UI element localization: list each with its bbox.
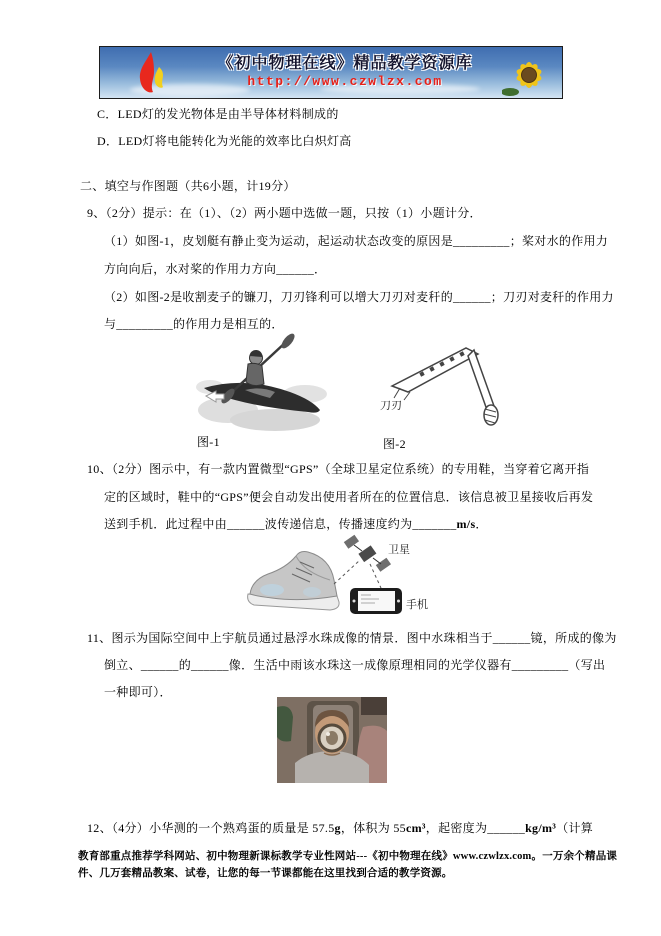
- q9-part2-line1: （2）如图-2是收割麦子的镰刀，刀刃锋利可以增大刀刃对麦秆的______；刀刃对麦秆的作用力: [104, 290, 614, 304]
- q12-density-unit: kg/m³: [525, 821, 557, 835]
- option-d: D．LED灯将电能转化为光能的效率比白炽灯高: [97, 134, 352, 148]
- q10-line-3-period: ．: [475, 517, 488, 531]
- sunflower-icon: [502, 52, 550, 98]
- q12-mass-unit: g: [334, 821, 341, 835]
- q9-part1-line1: （1）如图-1，皮划艇有静止变为运动，起运动状态改变的原因是_________；桨对水的作用力: [104, 234, 609, 248]
- q9-part1-line2: 方向向后，水对桨的作用力方向______．: [104, 262, 327, 276]
- q9-stem: 9、（2分）提示：在（1）、（2）两小题中选做一题，只按（1）小题计分．: [87, 206, 482, 220]
- figure-gps-shoe: [242, 532, 434, 628]
- q11-line-3: 一种即可）．: [104, 685, 172, 699]
- q11-line-2: 倒立、______的______像．生活中雨该水珠这一成像原理相同的光学仪器有_________（写出: [104, 658, 606, 672]
- figure-2-sickle: [378, 336, 506, 432]
- q10-line-1: 10、（2分）图示中，有一款内置微型“GPS”（全球卫星定位系统）的专用鞋，当穿着它离开指: [87, 462, 590, 476]
- site-logo-flame-icon: [134, 51, 170, 97]
- banner-url[interactable]: http://www.czwlzx.com: [247, 74, 443, 89]
- banner-text-block: [200, 50, 490, 89]
- q11-line-1: 11、图示为国际空间中上宇航员通过悬浮水珠成像的情景．图中水珠相当于______镜，所成的像为: [87, 631, 617, 645]
- q10-line-2: 定的区域时，鞋中的“GPS”便会自动发出使用者所在的位置信息．该信息被卫星接收后再发: [104, 490, 594, 504]
- phone-label: 手机: [406, 599, 428, 611]
- footer-line-2: 件、几万套精品教案、试卷，让您的每一节课都能在这里找到合适的教学资源。: [78, 868, 453, 879]
- q12-line-1: [87, 820, 593, 836]
- q12-text-2: ，体积为 55: [340, 821, 406, 835]
- option-c: C．LED灯的发光物体是由半导体材料制成的: [97, 107, 339, 121]
- satellite-icon: [344, 535, 391, 572]
- q12-text-1: 12、（4分）小华测的一个熟鸡蛋的质量是 57.5: [87, 821, 335, 835]
- figure-1-kayak: [190, 332, 338, 434]
- phone-icon: [350, 588, 402, 614]
- banner-title: 《初中物理在线》精品教学资源库: [217, 55, 473, 72]
- footer-line-1: 教育部重点推荐学科网站、初中物理新课标教学专业性网站---《初中物理在线》www.czwlzx.com。一万余个精品课: [78, 851, 618, 862]
- q10-line-3: [104, 516, 488, 532]
- q12-text-3: ，起密度为______: [425, 821, 526, 835]
- section-heading: 二、填空与作图题（共6小题，计19分）: [80, 179, 296, 193]
- figure-2-caption: 图-2: [383, 437, 406, 451]
- figure-astronaut-photo: [277, 697, 387, 783]
- site-banner: [99, 46, 563, 99]
- satellite-label: 卫星: [388, 544, 410, 556]
- q12-text-4: （计算: [556, 821, 594, 835]
- blade-label: 刀刃: [380, 400, 402, 412]
- figure-1-caption: 图-1: [197, 435, 220, 449]
- q10-speed-unit: m/s: [456, 517, 476, 531]
- q9-part2-line2: 与_________的作用力是相互的．: [104, 317, 284, 331]
- q12-volume-unit: cm³: [405, 821, 426, 835]
- q10-line-3-text: 送到手机．此过程中由______波传递信息，传播速度约为_______: [104, 517, 457, 531]
